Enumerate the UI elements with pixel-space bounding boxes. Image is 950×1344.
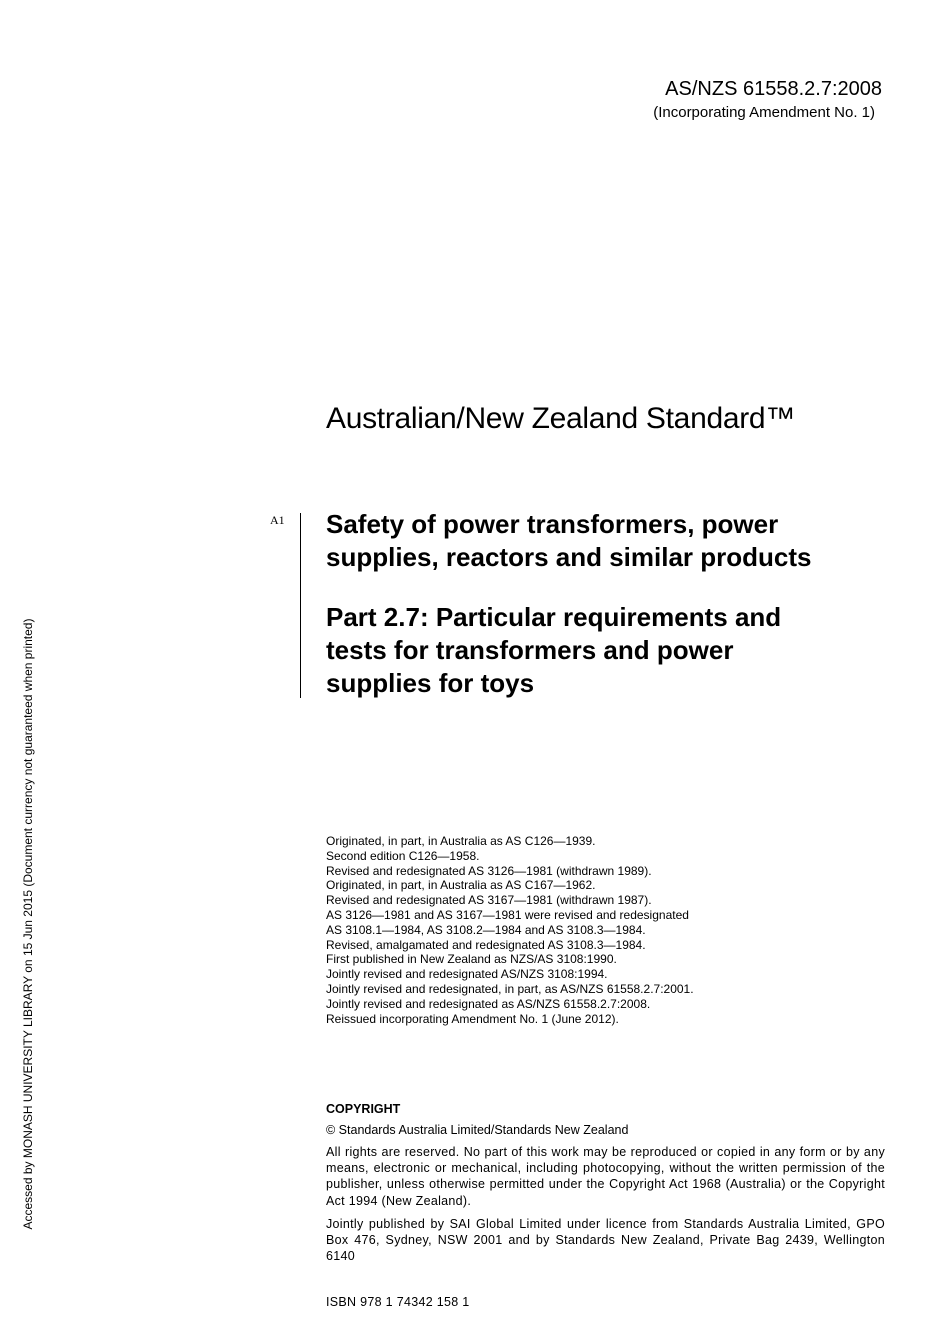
amendment-note: (Incorporating Amendment No. 1) bbox=[653, 104, 875, 121]
amendment-change-bar bbox=[300, 513, 301, 698]
standard-number: AS/NZS 61558.2.7:2008 bbox=[665, 78, 882, 100]
history-line: Second edition C126—1958. bbox=[326, 848, 480, 863]
history-line: Reissued incorporating Amendment No. 1 (June 2012). bbox=[326, 1011, 619, 1026]
title-line: Safety of power transformers, power bbox=[326, 509, 779, 539]
history-line: AS 3108.1—1984, AS 3108.2—1984 and AS 3108.3—1984. bbox=[326, 922, 646, 937]
access-side-note-text: Accessed by MONASH UNIVERSITY LIBRARY on 15 Jun 2015 (Document currency not guaranteed when printed) bbox=[21, 618, 35, 1230]
history-line: Jointly revised and redesignated as AS/NZS 61558.2.7:2008. bbox=[326, 996, 651, 1011]
history-line: Revised and redesignated AS 3167—1981 (withdrawn 1987). bbox=[326, 893, 652, 908]
history-line: Originated, in part, in Australia as AS C126—1939. bbox=[326, 834, 596, 848]
history-line: Jointly revised and redesignated AS/NZS 3108:1994. bbox=[326, 967, 608, 982]
part-title-line: supplies for toys bbox=[326, 668, 535, 698]
standard-type-heading: Australian/New Zealand Standard™ bbox=[326, 402, 795, 435]
amendment-marker: A1 bbox=[270, 513, 285, 527]
part-title bbox=[326, 601, 916, 700]
history-line: Jointly revised and redesignated, in part, as AS/NZS 61558.2.7:2001. bbox=[326, 981, 694, 996]
publication-history bbox=[326, 834, 694, 1026]
history-line: AS 3126—1981 and AS 3167—1981 were revised and redesignated bbox=[326, 907, 689, 922]
history-line: Revised and redesignated AS 3126—1981 (withdrawn 1989). bbox=[326, 863, 652, 878]
copyright-section bbox=[326, 1102, 885, 1271]
rights-paragraph: All rights are reserved. No part of this work may be reproduced or copied in any form or by any means, electronic or mechanical, including photocopying, without the written permission of the publisher, unless otherwise permitted under the Copyright Act 1968 (Australia) or the Copyright Act 1994 (New Zealand). bbox=[326, 1145, 885, 1208]
copyright-holder: © Standards Australia Limited/Standards New Zealand bbox=[326, 1123, 629, 1137]
isbn: ISBN 978 1 74342 158 1 bbox=[326, 1295, 470, 1309]
part-title-line: Part 2.7: Particular requirements and bbox=[326, 602, 782, 632]
part-title-line: tests for transformers and power bbox=[326, 635, 734, 665]
history-line: Originated, in part, in Australia as AS C167—1962. bbox=[326, 878, 596, 893]
history-line: Revised, amalgamated and redesignated AS 3108.3—1984. bbox=[326, 937, 646, 952]
document-title bbox=[326, 508, 916, 574]
title-line: supplies, reactors and similar products bbox=[326, 542, 812, 572]
publisher-paragraph: Jointly published by SAI Global Limited under licence from Standards Australia Limited, GPO Box 476, Sydney, NSW 2001 and by Standards New Zealand, Private Bag 2439, Wellington 6140 bbox=[326, 1216, 885, 1264]
copyright-heading: COPYRIGHT bbox=[326, 1102, 401, 1116]
history-line: First published in New Zealand as NZS/AS 3108:1990. bbox=[326, 952, 617, 967]
